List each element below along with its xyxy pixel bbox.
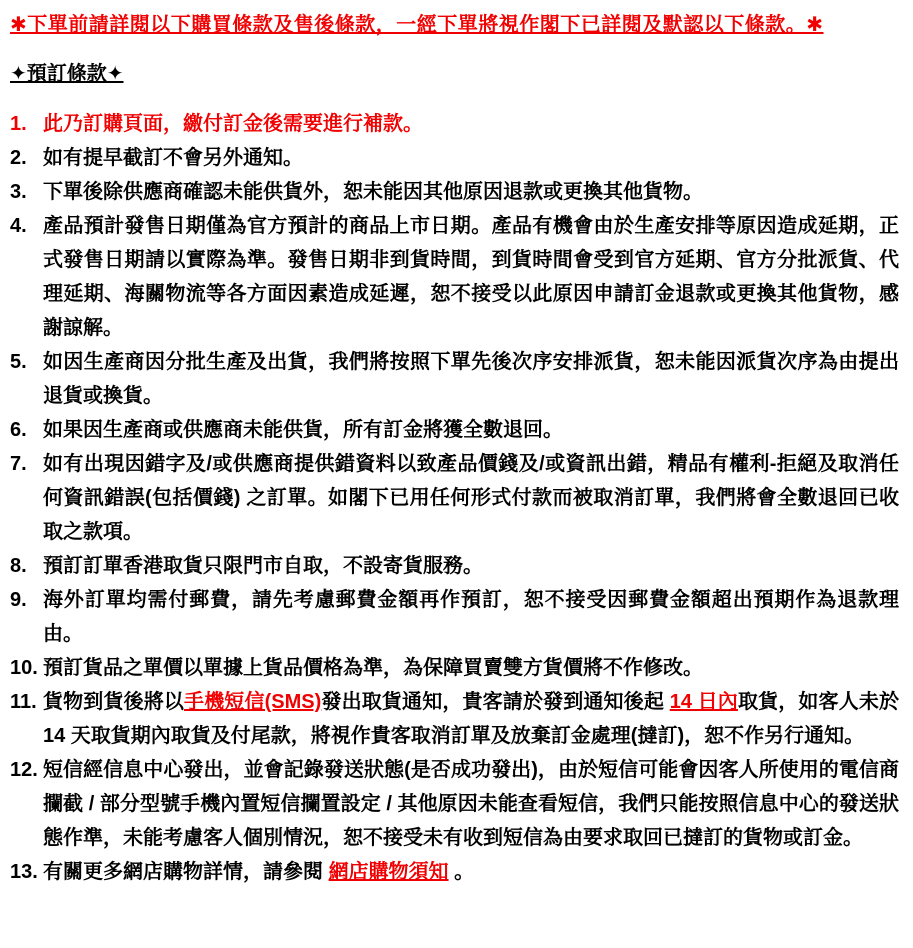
term-number: 4. bbox=[10, 215, 27, 237]
term-segment: 貨物到貨後將以 bbox=[43, 691, 185, 713]
term-segment: 產品預計發售日期僅為官方預計的商品上市日期。產品有機會由於生產安排等原因造成延期，正式發售日期請以實際為準。發售日期非到貨時間，到貨時間會受到官方延期、官方分批派貨、代理延期、海關物流等各方面因素造成延遲，恕不接受以此原因申請訂金退款或更換其他貨物，感謝諒解。 bbox=[43, 215, 899, 339]
term-text bbox=[43, 345, 899, 413]
term-number: 1. bbox=[10, 113, 27, 135]
preorder-terms-section-title: ✦預訂條款✦ bbox=[10, 63, 124, 85]
term-item bbox=[10, 141, 899, 175]
term-text bbox=[43, 753, 899, 855]
term-number: 11. bbox=[10, 691, 37, 713]
term-segment: 海外訂單均需付郵費，請先考慮郵費金額再作預訂，恕不接受因郵費金額超出預期作為退款理由。 bbox=[43, 589, 899, 645]
term-item bbox=[10, 175, 899, 209]
term-text bbox=[43, 209, 899, 345]
term-text bbox=[43, 855, 899, 889]
term-segment: 預訂訂單香港取貨只限門市自取，不設寄貨服務。 bbox=[43, 555, 483, 577]
term-text bbox=[43, 685, 899, 753]
term-segment: 短信經信息中心發出，並會記錄發送狀態(是否成功發出)，由於短信可能會因客人所使用的電信商攔截 / 部分型號手機內置短信攔置設定 / 其他原因未能查看短信，我們只能按照信息中心的發送狀態作準，未能考慮客人個別情況，恕不接受未有收到短信為由要求取回已撻訂的貨物或訂金。 bbox=[43, 759, 899, 849]
term-segment: 發出取貨通知，貴客請於發到通知後起 bbox=[321, 691, 670, 713]
term-segment: 有關更多網店購物詳情，請參閱 bbox=[43, 861, 329, 883]
term-item bbox=[10, 345, 899, 413]
terms-document bbox=[10, 12, 899, 889]
term-item bbox=[10, 549, 899, 583]
term-item bbox=[10, 447, 899, 549]
term-item bbox=[10, 583, 899, 651]
term-number: 6. bbox=[10, 419, 27, 441]
term-text bbox=[43, 549, 899, 583]
term-item bbox=[10, 753, 899, 855]
term-number: 7. bbox=[10, 453, 27, 475]
term-segment: 如果因生產商或供應商未能供貨，所有訂金將獲全數退回。 bbox=[43, 419, 563, 441]
term-item bbox=[10, 651, 899, 685]
term-item bbox=[10, 413, 899, 447]
term-text bbox=[43, 175, 899, 209]
purchase-terms-header: ✱下單前請詳閱以下購買條款及售後條款，一經下單將視作閣下已詳閱及默認以下條款。✱ bbox=[10, 14, 824, 36]
term-number: 2. bbox=[10, 147, 27, 169]
term-segment: 如有出現因錯字及/或供應商提供錯資料以致產品價錢及/或資訊出錯，精品有權利-拒絕及取消任何資訊錯誤(包括價錢) 之訂單。如閣下已用任何形式付款而被取消訂單，我們將會全數退回已收取之款項。 bbox=[43, 453, 899, 543]
term-segment-highlight: 14 日內 bbox=[669, 691, 738, 713]
term-segment: 。 bbox=[448, 861, 475, 883]
term-number: 13. bbox=[10, 861, 38, 883]
term-number: 10. bbox=[10, 657, 38, 679]
term-number: 5. bbox=[10, 351, 27, 373]
term-segment: 如因生產商因分批生產及出貨，我們將按照下單先後次序安排派貨，恕未能因派貨次序為由提出退貨或換貨。 bbox=[43, 351, 899, 407]
term-segment: 下單後除供應商確認未能供貨外，恕未能因其他原因退款或更換其他貨物。 bbox=[43, 181, 703, 203]
term-segment: 如有提早截訂不會另外通知。 bbox=[43, 147, 303, 169]
terms-list bbox=[10, 107, 899, 889]
term-segment: 此乃訂購頁面，繳付訂金後需要進行補款。 bbox=[43, 113, 423, 135]
term-segment: 預訂貨品之單價以單據上貨品價格為準，為保障買賣雙方貨價將不作修改。 bbox=[43, 657, 703, 679]
term-item bbox=[10, 685, 899, 753]
term-text bbox=[43, 141, 899, 175]
term-text bbox=[43, 413, 899, 447]
store-shopping-guide-link[interactable]: 網店購物須知 bbox=[328, 861, 449, 883]
term-text bbox=[43, 107, 899, 141]
term-text bbox=[43, 583, 899, 651]
term-item bbox=[10, 107, 899, 141]
term-text bbox=[43, 447, 899, 549]
term-segment-highlight: 手機短信(SMS) bbox=[184, 691, 322, 713]
term-number: 8. bbox=[10, 555, 27, 577]
term-number: 12. bbox=[10, 759, 38, 781]
term-item bbox=[10, 855, 899, 889]
term-item bbox=[10, 209, 899, 345]
term-number: 3. bbox=[10, 181, 27, 203]
term-number: 9. bbox=[10, 589, 27, 611]
term-text bbox=[43, 651, 899, 685]
term-segment: 取貨，如客人未於 14 天取貨期內取貨及付尾款，將視作貴客取消訂單及放棄訂金處理(撻訂)，恕不作另行通知。 bbox=[43, 691, 899, 747]
